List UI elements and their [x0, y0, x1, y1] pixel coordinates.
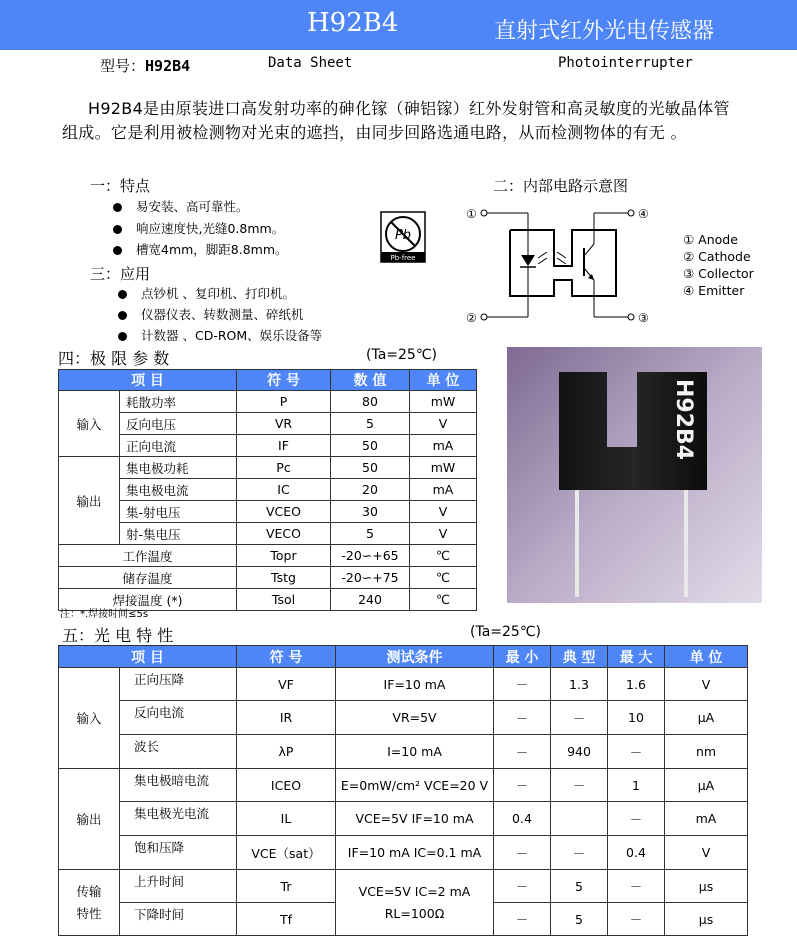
intro-paragraph: H92B4是由原装进口高发射功率的砷化镓（砷铝镓）红外发射管和高灵敏度的光敏晶体管组成。它是利用被检测物对光束的遮挡，由同步回路选通电路，从而检测物体的有无 。 — [62, 99, 730, 142]
model-line — [100, 55, 190, 76]
bullet-icon — [113, 225, 122, 234]
table-row: 储存温度 Tstg -20∽+75 ℃ — [59, 567, 477, 589]
model-value: H92B4 — [145, 57, 191, 75]
table-row: 集-射电压 VCEO 30 V — [59, 501, 477, 523]
svg-text:Pb-free: Pb-free — [390, 254, 416, 262]
application-item: 仪器仪表、转数测量、碎纸机 — [118, 305, 304, 323]
svg-text:Pb: Pb — [394, 228, 412, 243]
table-row: 下降时间 Tf － 5 － μs — [59, 903, 748, 936]
table-row: 正向电流 IF 50 mA — [59, 435, 477, 457]
table-row: 工作温度 Topr -20∽+65 ℃ — [59, 545, 477, 567]
bullet-icon — [118, 311, 127, 320]
feature-item: 易安装、高可靠性。 — [113, 197, 249, 215]
pin1-mark: ① — [466, 207, 477, 221]
table-row: 输出 集电极暗电流 ICEO E=0mW/cm² VCE=20 V － － 1 μA — [59, 769, 748, 802]
table-row: 射-集电压 VECO 5 V — [59, 523, 477, 545]
application-item: 计数器 、CD-ROM、娱乐设备等 — [118, 326, 322, 344]
table-row: 波长 λP I=10 mA － 940 － nm — [59, 735, 748, 769]
features-heading: 一：特点 — [90, 177, 151, 195]
absolute-max-table — [58, 369, 477, 611]
table-row: 集电极电流 IC 20 mA — [59, 479, 477, 501]
feature-item: 响应速度快,光缝0.8mm。 — [113, 219, 284, 237]
pin3-mark: ③ — [638, 311, 649, 325]
electro-optical-table — [58, 645, 748, 936]
circuit-heading: 二：内部电路示意图 — [493, 177, 629, 195]
datasheet-label: Data Sheet — [268, 55, 353, 71]
table-row: 传输特性 上升时间 Tr VCE=5V IC=2 mA RL=100Ω － 5 － μs — [59, 870, 748, 903]
pin4-mark: ④ — [638, 207, 649, 221]
pin-legend — [683, 231, 754, 299]
bullet-icon — [113, 203, 122, 212]
solder-note: 注：*.焊接时间≤5s — [60, 609, 149, 620]
table-header-row: 项 目 符 号 数 值 单 位 — [59, 370, 477, 391]
table-row: 反向电流 IR VR=5V － － 10 μA — [59, 701, 748, 735]
table-row: 输出 集电极功耗 Pc 50 mW — [59, 457, 477, 479]
application-item: 点钞机 、复印机、打印机。 — [118, 284, 295, 302]
pin2-mark: ② — [466, 311, 477, 325]
product-photo — [507, 347, 762, 603]
banner-title: 直射式红外光电传感器 — [494, 19, 715, 44]
table-row: 输入 耗散功率 P 80 mW — [59, 391, 477, 413]
pin-cathode: ② Cathode — [683, 249, 751, 264]
feature-item: 槽宽4mm，脚距8.8mm。 — [113, 240, 288, 258]
table-header-row: 项 目 符 号 测试条件 最 小 典 型 最 大 单 位 — [59, 646, 748, 668]
table-row: 饱和压降 VCE（sat） IF=10 mA IC=0.1 mA － － 0.4 V — [59, 836, 748, 870]
limits-condition: (Ta=25℃) — [366, 347, 438, 363]
applications-heading: 三：应用 — [90, 265, 151, 283]
bullet-icon — [118, 290, 127, 299]
bullet-icon — [113, 246, 122, 255]
table-row: 集电极光电流 IL VCE=5V IF=10 mA 0.4 － mA — [59, 802, 748, 836]
optical-condition: (Ta=25℃) — [470, 624, 542, 640]
optical-heading: 五：光 电 特 性 — [62, 626, 174, 645]
table-row: 反向电压 VR 5 V — [59, 413, 477, 435]
pb-free-icon — [381, 212, 425, 262]
bullet-icon — [118, 332, 127, 341]
table-row: 输入 正向压降 VF IF=10 mA － 1.3 1.6 V — [59, 668, 748, 701]
device-type: Photointerrupter — [558, 55, 693, 71]
limits-heading: 四：极 限 参 数 — [58, 349, 170, 368]
banner-model: H92B4 — [307, 8, 399, 38]
pin-anode: ① Anode — [683, 232, 738, 247]
table-row: 焊接温度 (*) Tsol 240 ℃ — [59, 589, 477, 611]
pin-emitter: ④ Emitter — [683, 283, 745, 298]
pin-collector: ③ Collector — [683, 266, 754, 281]
photo-label: H92B4 — [671, 379, 696, 461]
model-label: 型号： — [100, 57, 146, 75]
